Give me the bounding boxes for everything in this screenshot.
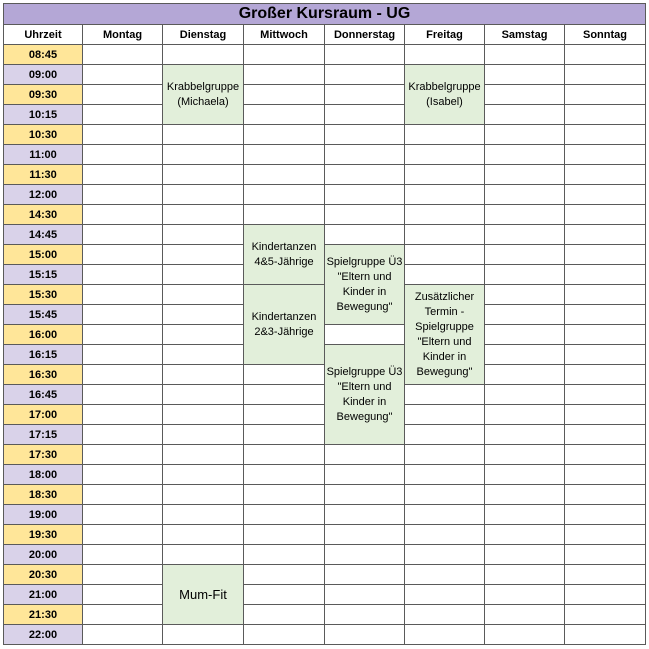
schedule-title: Großer Kursraum - UG <box>3 3 646 25</box>
grid-cell <box>565 485 646 505</box>
grid-cell <box>83 385 163 405</box>
grid-cell <box>83 465 163 485</box>
grid-cell <box>163 185 244 205</box>
grid-cell <box>485 605 565 625</box>
grid-cell <box>485 245 565 265</box>
grid-cell <box>485 145 565 165</box>
grid-cell <box>83 405 163 425</box>
grid-cell <box>405 405 485 425</box>
grid-cell <box>325 45 405 65</box>
time-cell: 16:15 <box>3 345 83 365</box>
grid-cell <box>244 185 325 205</box>
grid-cell <box>485 165 565 185</box>
grid-cell <box>163 305 244 325</box>
grid-cell <box>565 465 646 485</box>
time-cell: 17:30 <box>3 445 83 465</box>
grid-cell <box>485 225 565 245</box>
grid-cell <box>163 545 244 565</box>
grid-cell <box>163 425 244 445</box>
grid-cell <box>244 505 325 525</box>
grid-cell <box>405 445 485 465</box>
grid-cell <box>565 525 646 545</box>
grid-cell <box>163 625 244 645</box>
grid-cell <box>83 345 163 365</box>
grid-cell <box>405 185 485 205</box>
grid-cell <box>244 125 325 145</box>
grid-cell <box>325 165 405 185</box>
time-cell: 17:00 <box>3 405 83 425</box>
grid-cell <box>325 185 405 205</box>
grid-cell <box>83 165 163 185</box>
grid-cell <box>565 45 646 65</box>
grid-cell <box>83 45 163 65</box>
grid-cell <box>83 585 163 605</box>
grid-cell <box>565 505 646 525</box>
grid-cell <box>565 185 646 205</box>
time-cell: 15:00 <box>3 245 83 265</box>
grid-cell <box>485 265 565 285</box>
grid-cell <box>163 285 244 305</box>
grid-cell <box>485 65 565 85</box>
time-cell: 09:00 <box>3 65 83 85</box>
column-header-2: Dienstag <box>163 25 244 45</box>
grid-cell <box>163 405 244 425</box>
grid-cell <box>485 485 565 505</box>
grid-cell <box>485 185 565 205</box>
grid-cell <box>244 365 325 385</box>
grid-cell <box>325 105 405 125</box>
grid-cell <box>325 605 405 625</box>
grid-cell <box>83 205 163 225</box>
grid-cell <box>244 405 325 425</box>
grid-cell <box>244 585 325 605</box>
grid-cell <box>83 105 163 125</box>
grid-cell <box>163 165 244 185</box>
grid-cell <box>163 345 244 365</box>
grid-cell <box>565 225 646 245</box>
event-block: Mum-Fit <box>163 565 244 625</box>
grid-cell <box>83 245 163 265</box>
grid-cell <box>244 525 325 545</box>
grid-cell <box>485 505 565 525</box>
grid-cell <box>485 425 565 445</box>
event-block: Krabbelgruppe (Michaela) <box>163 65 244 125</box>
grid-cell <box>565 145 646 165</box>
event-block: Spielgruppe Ü3 "Eltern und Kinder in Bewegung" <box>325 345 405 445</box>
grid-cell <box>485 585 565 605</box>
grid-cell <box>485 625 565 645</box>
grid-cell <box>565 265 646 285</box>
grid-cell <box>163 125 244 145</box>
grid-cell <box>244 605 325 625</box>
grid-cell <box>485 365 565 385</box>
grid-cell <box>244 165 325 185</box>
grid-cell <box>485 305 565 325</box>
grid-cell <box>325 465 405 485</box>
grid-cell <box>325 565 405 585</box>
grid-cell <box>565 445 646 465</box>
time-cell: 21:00 <box>3 585 83 605</box>
grid-cell <box>163 465 244 485</box>
time-cell: 15:15 <box>3 265 83 285</box>
column-header-4: Donnerstag <box>325 25 405 45</box>
grid-cell <box>405 565 485 585</box>
grid-cell <box>163 385 244 405</box>
grid-cell <box>244 565 325 585</box>
time-cell: 17:15 <box>3 425 83 445</box>
grid-cell <box>405 605 485 625</box>
grid-cell <box>163 205 244 225</box>
grid-cell <box>565 345 646 365</box>
grid-cell <box>163 225 244 245</box>
time-cell: 19:30 <box>3 525 83 545</box>
grid-cell <box>405 265 485 285</box>
event-block: Spielgruppe Ü3 "Eltern und Kinder in Bewegung" <box>325 245 405 325</box>
event-block: Zusätzlicher Termin - Spielgruppe "Eltern und Kinder in Bewegung" <box>405 285 485 385</box>
grid-cell <box>325 525 405 545</box>
time-cell: 22:00 <box>3 625 83 645</box>
event-block: Krabbelgruppe (Isabel) <box>405 65 485 125</box>
grid-cell <box>83 65 163 85</box>
grid-cell <box>485 525 565 545</box>
grid-cell <box>565 605 646 625</box>
time-cell: 20:00 <box>3 545 83 565</box>
event-block: Kindertanzen 2&3-Jährige <box>244 285 325 365</box>
grid-cell <box>405 465 485 485</box>
grid-cell <box>565 405 646 425</box>
column-header-1: Montag <box>83 25 163 45</box>
column-header-3: Mittwoch <box>244 25 325 45</box>
grid-cell <box>565 165 646 185</box>
grid-cell <box>565 565 646 585</box>
grid-cell <box>244 625 325 645</box>
grid-cell <box>325 545 405 565</box>
grid-cell <box>163 445 244 465</box>
column-header-0: Uhrzeit <box>3 25 83 45</box>
grid-cell <box>83 185 163 205</box>
grid-cell <box>244 45 325 65</box>
grid-cell <box>565 85 646 105</box>
grid-cell <box>565 545 646 565</box>
grid-cell <box>565 65 646 85</box>
grid-cell <box>244 105 325 125</box>
column-header-6: Samstag <box>485 25 565 45</box>
grid-cell <box>565 205 646 225</box>
schedule-sheet <box>3 3 646 646</box>
time-cell: 10:30 <box>3 125 83 145</box>
grid-cell <box>565 245 646 265</box>
grid-cell <box>565 585 646 605</box>
grid-cell <box>405 225 485 245</box>
grid-cell <box>83 305 163 325</box>
grid-cell <box>325 85 405 105</box>
time-cell: 18:30 <box>3 485 83 505</box>
grid-cell <box>485 465 565 485</box>
time-cell: 14:30 <box>3 205 83 225</box>
column-header-7: Sonntag <box>565 25 646 45</box>
grid-cell <box>325 225 405 245</box>
grid-cell <box>244 205 325 225</box>
grid-cell <box>485 205 565 225</box>
grid-cell <box>244 445 325 465</box>
time-cell: 16:45 <box>3 385 83 405</box>
time-cell: 16:00 <box>3 325 83 345</box>
grid-cell <box>325 65 405 85</box>
grid-cell <box>485 345 565 365</box>
grid-cell <box>565 285 646 305</box>
time-cell: 19:00 <box>3 505 83 525</box>
grid-cell <box>163 245 244 265</box>
grid-cell <box>163 485 244 505</box>
grid-cell <box>485 565 565 585</box>
grid-cell <box>163 325 244 345</box>
grid-cell <box>485 125 565 145</box>
grid-cell <box>325 445 405 465</box>
grid-cell <box>244 85 325 105</box>
grid-cell <box>485 545 565 565</box>
grid-cell <box>244 485 325 505</box>
grid-cell <box>485 85 565 105</box>
grid-cell <box>83 365 163 385</box>
time-cell: 15:45 <box>3 305 83 325</box>
grid-cell <box>83 565 163 585</box>
time-cell: 10:15 <box>3 105 83 125</box>
grid-cell <box>244 465 325 485</box>
grid-cell <box>565 625 646 645</box>
grid-cell <box>405 485 485 505</box>
grid-cell <box>83 425 163 445</box>
grid-cell <box>244 65 325 85</box>
time-cell: 08:45 <box>3 45 83 65</box>
grid-cell <box>163 525 244 545</box>
grid-cell <box>83 325 163 345</box>
grid-cell <box>163 145 244 165</box>
grid-cell <box>485 445 565 465</box>
time-cell: 21:30 <box>3 605 83 625</box>
grid-cell <box>405 245 485 265</box>
grid-cell <box>405 625 485 645</box>
grid-cell <box>163 265 244 285</box>
grid-cell <box>405 425 485 445</box>
grid-cell <box>405 125 485 145</box>
grid-cell <box>244 145 325 165</box>
column-header-5: Freitag <box>405 25 485 45</box>
grid-cell <box>325 125 405 145</box>
time-cell: 14:45 <box>3 225 83 245</box>
grid-cell <box>325 325 405 345</box>
grid-cell <box>405 505 485 525</box>
time-cell: 20:30 <box>3 565 83 585</box>
grid-cell <box>83 625 163 645</box>
grid-cell <box>485 45 565 65</box>
grid-cell <box>405 45 485 65</box>
time-cell: 09:30 <box>3 85 83 105</box>
grid-cell <box>325 625 405 645</box>
event-block: Kindertanzen 4&5-Jährige <box>244 225 325 285</box>
grid-cell <box>83 485 163 505</box>
grid-cell <box>405 545 485 565</box>
grid-cell <box>565 125 646 145</box>
grid-cell <box>83 125 163 145</box>
grid-cell <box>485 325 565 345</box>
grid-cell <box>485 385 565 405</box>
grid-cell <box>83 605 163 625</box>
grid-cell <box>565 385 646 405</box>
grid-cell <box>83 505 163 525</box>
grid-cell <box>405 165 485 185</box>
grid-cell <box>244 545 325 565</box>
grid-cell <box>244 385 325 405</box>
grid-cell <box>83 445 163 465</box>
grid-cell <box>325 585 405 605</box>
grid-cell <box>163 45 244 65</box>
grid-cell <box>83 525 163 545</box>
time-cell: 15:30 <box>3 285 83 305</box>
grid-cell <box>83 145 163 165</box>
grid-cell <box>405 385 485 405</box>
grid-cell <box>325 485 405 505</box>
time-cell: 11:30 <box>3 165 83 185</box>
grid-cell <box>565 365 646 385</box>
grid-cell <box>565 105 646 125</box>
grid-cell <box>405 585 485 605</box>
time-cell: 11:00 <box>3 145 83 165</box>
grid-cell <box>163 505 244 525</box>
grid-cell <box>325 205 405 225</box>
grid-cell <box>83 545 163 565</box>
grid-cell <box>405 525 485 545</box>
time-cell: 16:30 <box>3 365 83 385</box>
grid-cell <box>163 365 244 385</box>
grid-cell <box>83 225 163 245</box>
grid-cell <box>244 425 325 445</box>
time-cell: 18:00 <box>3 465 83 485</box>
grid-cell <box>325 505 405 525</box>
grid-cell <box>565 325 646 345</box>
grid-cell <box>83 85 163 105</box>
grid-cell <box>565 425 646 445</box>
grid-cell <box>485 285 565 305</box>
grid-cell <box>485 405 565 425</box>
grid-cell <box>405 145 485 165</box>
grid-cell <box>83 285 163 305</box>
grid-cell <box>485 105 565 125</box>
time-cell: 12:00 <box>3 185 83 205</box>
grid-cell <box>405 205 485 225</box>
grid-cell <box>83 265 163 285</box>
grid-cell <box>565 305 646 325</box>
grid-cell <box>325 145 405 165</box>
